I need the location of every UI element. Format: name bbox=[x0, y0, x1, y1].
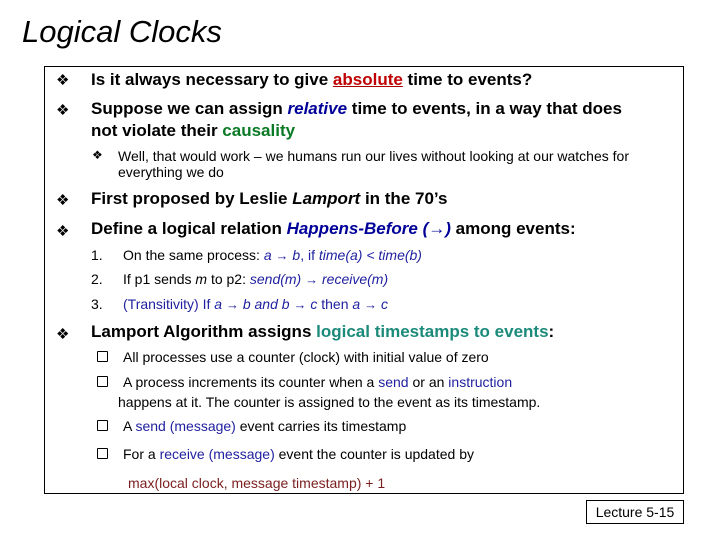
rule-transitivity: (Transitivity) If a → b and b → c then a → c bbox=[123, 296, 388, 312]
item-number: 1. bbox=[91, 247, 103, 263]
item-number: 3. bbox=[91, 296, 103, 312]
rule-send-receive: If p1 sends m to p2: send(m) → receive(m) bbox=[123, 271, 389, 287]
sub-bullet-watches: Well, that would work – we humans run our lives without looking at our watches for bbox=[118, 148, 629, 164]
bullet-relative-time-line2: not violate their causality bbox=[91, 121, 296, 140]
algo-step-increment-line2: happens at it. The counter is assigned to the event as its timestamp. bbox=[118, 394, 541, 410]
checkbox-bullet-icon bbox=[97, 448, 108, 459]
diamond-bullet-icon: ❖ bbox=[92, 148, 103, 162]
diamond-bullet-icon: ❖ bbox=[56, 223, 70, 240]
sub-bullet-watches-line2: everything we do bbox=[118, 164, 224, 180]
rule-same-process: On the same process: a → b, if time(a) < time(b) bbox=[123, 247, 422, 263]
checkbox-bullet-icon bbox=[97, 376, 108, 387]
diamond-bullet-icon: ❖ bbox=[56, 326, 70, 343]
bullet-absolute-time: Is it always necessary to give absolute time to events? bbox=[91, 70, 533, 89]
checkbox-bullet-icon bbox=[97, 351, 108, 362]
slide-title: Logical Clocks bbox=[22, 14, 222, 49]
lecture-number-badge: Lecture 5-15 bbox=[586, 500, 684, 524]
item-number: 2. bbox=[91, 271, 103, 287]
diamond-bullet-icon: ❖ bbox=[56, 102, 70, 119]
diamond-bullet-icon: ❖ bbox=[56, 192, 70, 209]
bullet-lamport-algorithm: Lamport Algorithm assigns logical timestamps to events: bbox=[91, 322, 555, 341]
algo-step-send: A send (message) event carries its timestamp bbox=[123, 418, 407, 434]
bullet-happens-before: Define a logical relation Happens-Before (→) among events: bbox=[91, 219, 576, 238]
algo-step-initial: All processes use a counter (clock) with initial value of zero bbox=[123, 349, 489, 365]
algo-step-increment: A process increments its counter when a send or an instruction bbox=[123, 374, 513, 390]
update-formula: max(local clock, message timestamp) + 1 bbox=[128, 475, 386, 491]
algo-step-receive: For a receive (message) event the counter is updated by bbox=[123, 446, 474, 462]
bullet-lamport: First proposed by Leslie Lamport in the 70’s bbox=[91, 189, 448, 208]
diamond-bullet-icon: ❖ bbox=[56, 72, 70, 89]
bullet-relative-time: Suppose we can assign relative time to events, in a way that does bbox=[91, 99, 622, 118]
checkbox-bullet-icon bbox=[97, 420, 108, 431]
